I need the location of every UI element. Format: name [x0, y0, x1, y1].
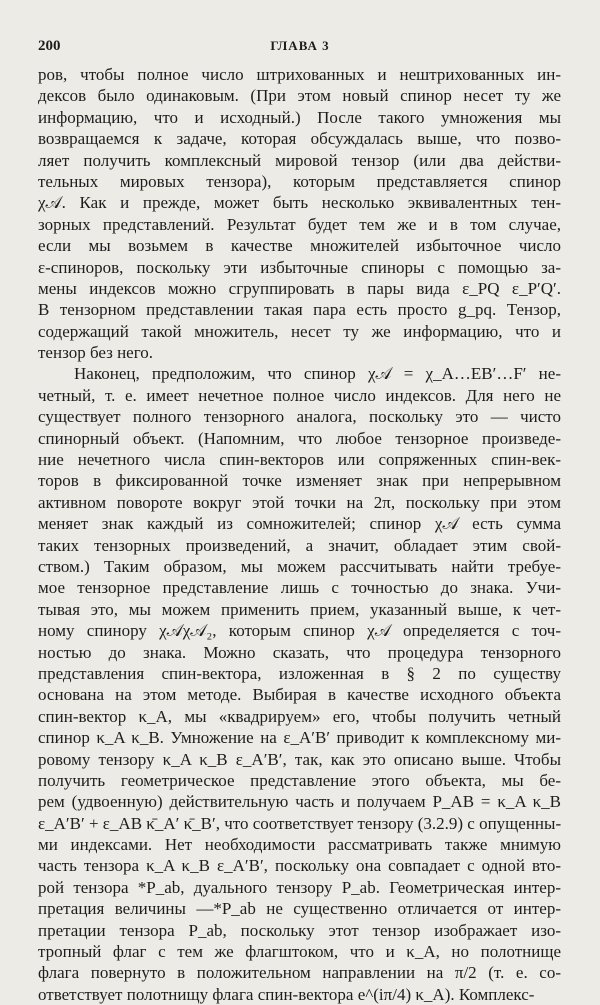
text-line: информацию, что и исходный.) После такого умножения мы [38, 107, 561, 127]
text-line: четный, т. е. имеет нечетное полное число индексов. Для него не [38, 385, 561, 405]
text-line: ε-спиноров, поскольку эти избыточные спиноры с помощью за- [38, 257, 561, 277]
text-line: претации тензора P_ab, поскольку этот тензор изображает изо- [38, 920, 561, 940]
text-line: меняет знак каждый из сомножителей; спинор χ𝒜 есть сумма [38, 514, 561, 534]
text-line: ством.) Таким образом, мы можем рассчитывать найти требуе- [38, 556, 561, 576]
text-line: ностью до знака. Можно сказать, что процедура тензорного [38, 642, 561, 662]
body-text [38, 64, 561, 1005]
text-line: мены индексов можно сгруппировать в пары вида ε_PQ ε_P′Q′. [38, 278, 561, 298]
text-line: флага повернуто в положительном направлении на π/2 (т. е. со- [38, 963, 561, 983]
text-line: спинорный объект. (Напомним, что любое тензорное произведе- [38, 428, 561, 448]
running-title: ГЛАВА 3 [270, 38, 330, 53]
text-line: основана на этом методе. Выбирая в качестве исходного объекта [38, 685, 561, 705]
text-line: мое тензорное представление лишь с точностью до знака. Учи- [38, 578, 561, 598]
text-line: возвращаемся к задаче, которая обсуждалась выше, что позво- [38, 129, 561, 149]
page-number: 200 [38, 38, 61, 54]
text-line: зорных представлений. Результат будет тем же и в том случае, [38, 214, 561, 234]
text-line: ному спинору χ𝒜χ𝒜₂, которым спинор χ𝒜 определяется с точ- [38, 621, 561, 641]
text-line: спинор κ_A κ_B. Умножение на ε_A′B′ приводит к комплексному ми- [38, 728, 561, 748]
text-line: ε_A′B′ + ε_AB κ̄_A′ κ̄_B′, что соответствует тензору (3.2.9) с опущенны- [38, 813, 561, 833]
text-line: ответствует полотнищу флага спин-вектора e^(iπ/4) κ_A). Комплекс- [38, 984, 535, 1004]
text-line: претация величины —*P_ab не существенно отличается от интер- [38, 899, 561, 919]
text-line: рой тензора *P_ab, дуального тензору P_ab. Геометрическая интер- [38, 877, 561, 897]
text-line: спин-вектор κ_A, мы «квадрируем» его, чтобы получить четный [38, 706, 561, 726]
text-line: тывая это, мы можем применить прием, указанный выше, к чет- [38, 599, 561, 619]
text-line: торов в фиксированной точке изменяет знак при непрерывном [38, 471, 561, 491]
text-line: часть тензора κ_A κ_B ε_A′B′, поскольку она совпадает с одной вто- [38, 856, 561, 876]
text-line: ми индексами. Нет необходимости рассматривать также мнимую [38, 835, 561, 855]
text-line: ровому тензору κ_A κ_B ε_A′B′, так, как это описано выше. Чтобы [38, 749, 561, 769]
text-line: ляет получить комплексный мировой тензор (или два действи- [38, 150, 561, 170]
text-line: существует полного тензорного аналога, поскольку это — чисто [38, 407, 561, 427]
text-line: дексов было одинаковым. (При этом новый спинор несет ту же [38, 86, 561, 106]
text-line: тельных мировых тензора), которым представляется спинор [38, 171, 561, 191]
text-line: тензор без него. [38, 343, 154, 363]
text-line: Наконец, предположим, что спинор χ𝒜 = χ_A…EB′…F′ не- [74, 364, 561, 384]
text-line: активном повороте вокруг этой точки на 2π, поскольку при этом [38, 492, 561, 512]
text-line: χ𝒜. Как и прежде, может быть несколько эквивалентных тен- [38, 193, 561, 213]
text-line: В тензорном представлении такая пара есть просто g_pq. Тензор, [38, 300, 561, 320]
text-line: рем (удвоенную) действительную часть и получаем P_AB = κ_A κ_B [38, 792, 561, 812]
text-line: ров, чтобы полное число штрихованных и нештрихованных ин- [38, 65, 561, 84]
text-line: содержащий такой множитель, несет ту же информацию, что и [38, 321, 561, 341]
text-line: ние нечетного числа спин-векторов или сопряженных спин-век- [38, 450, 561, 470]
page-header [38, 38, 562, 58]
text-line: представления спин-вектора, изложенная в § 2 по существу [38, 663, 561, 683]
text-line: таких тензорных произведений, а значит, обладает этим свой- [38, 535, 561, 555]
text-line: если мы возьмем в качестве множителей избыточное число [38, 236, 561, 256]
text-line: тропный флаг с тем же флагштоком, что и κ_A, но полотнище [38, 942, 561, 962]
text-line: получить геометрическое представление этого объекта, мы бе- [38, 770, 561, 790]
